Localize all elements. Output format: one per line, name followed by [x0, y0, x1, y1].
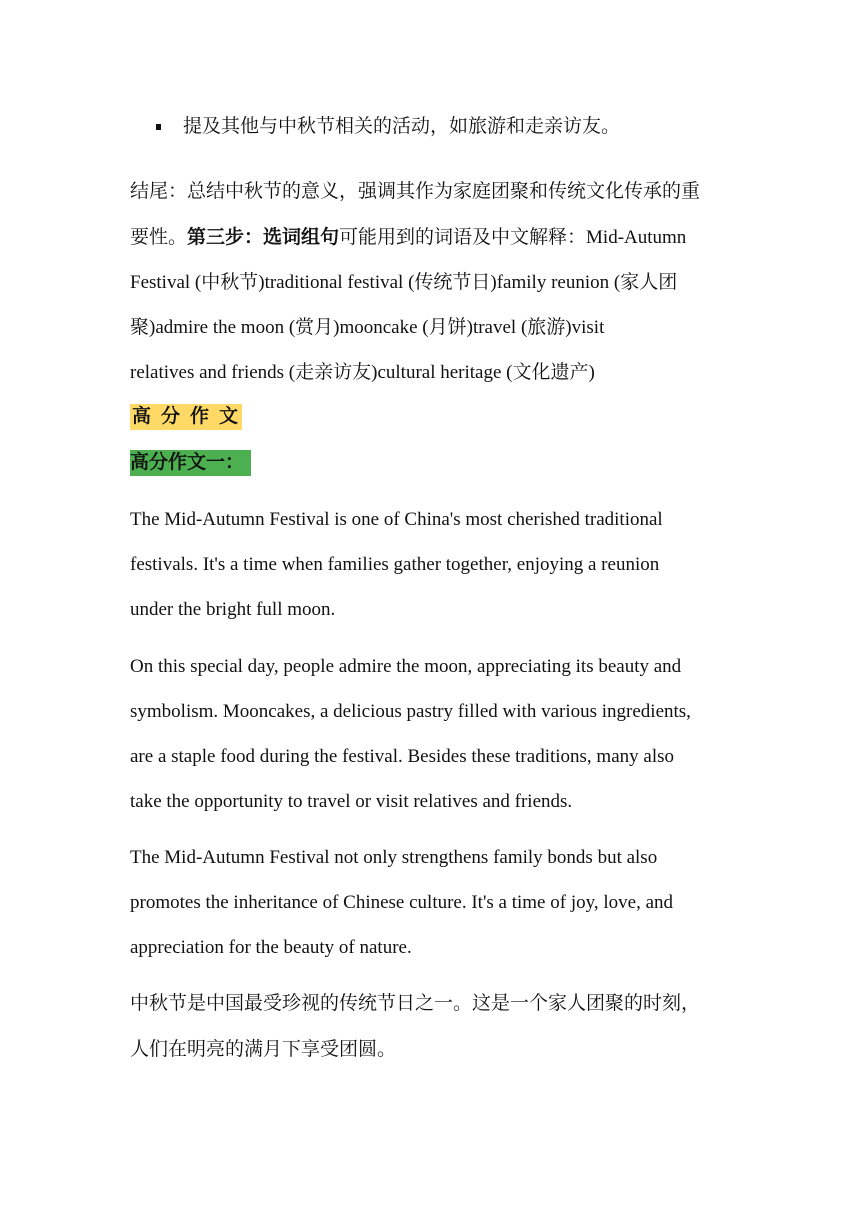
sub-heading: 高分作文一： — [130, 452, 245, 473]
essay-p2-line-2: symbolism. Mooncakes, a delicious pastry filled with various ingredients, — [130, 701, 691, 722]
sub-heading-highlight — [130, 450, 251, 476]
conclusion-line-2 — [130, 226, 736, 250]
conclusion-line-1: 结尾：总结中秋节的意义，强调其作为家庭团聚和传统文化传承的重 — [130, 181, 701, 202]
conclusion-line-2-pre: 要性。 — [130, 227, 188, 248]
essay-p1-line-1: The Mid-Autumn Festival is one of China's most cherished traditional — [130, 509, 663, 530]
essay-p1-line-2: festivals. It's a time when families gather together, enjoying a reunion — [130, 554, 660, 575]
vocab-line-3: relatives and friends (走亲访友)cultural heritage (文化遗产) — [130, 362, 595, 383]
bullet-item: 提及其他与中秋节相关的活动，如旅游和走亲访友。 — [183, 116, 621, 137]
step-three-heading: 第三步：选词组句 — [187, 227, 340, 248]
essay-p4-line-2: 人们在明亮的满月下享受团圆。 — [130, 1039, 397, 1060]
essay-p2-line-1: On this special day, people admire the moon, appreciating its beauty and — [130, 656, 682, 677]
essay-p3-line-3: appreciation for the beauty of nature. — [130, 937, 412, 958]
essay-p3-line-1: The Mid-Autumn Festival not only strengthens family bonds but also — [130, 847, 658, 868]
essay-p2-line-4: take the opportunity to travel or visit relatives and friends. — [130, 791, 573, 812]
essay-p3-line-2: promotes the inheritance of Chinese culture. It's a time of joy, love, and — [130, 892, 674, 913]
essay-p4-line-1: 中秋节是中国最受珍视的传统节日之一。这是一个家人团聚的时刻， — [130, 993, 701, 1014]
main-heading: 高分作文 — [132, 406, 249, 427]
bullet-marker — [156, 124, 161, 130]
vocab-line-2: 聚)admire the moon (赏月)mooncake (月饼)travel (旅游)visit — [130, 317, 605, 338]
vocab-line-1: Festival (中秋节)traditional festival (传统节日)family reunion (家人团 — [130, 272, 678, 293]
essay-p1-line-3: under the bright full moon. — [130, 599, 336, 620]
conclusion-line-2-post: 可能用到的词语及中文解释：Mid-Autumn — [339, 227, 687, 248]
main-heading-highlight — [130, 404, 249, 430]
essay-p2-line-3: are a staple food during the festival. Besides these traditions, many also — [130, 746, 674, 767]
